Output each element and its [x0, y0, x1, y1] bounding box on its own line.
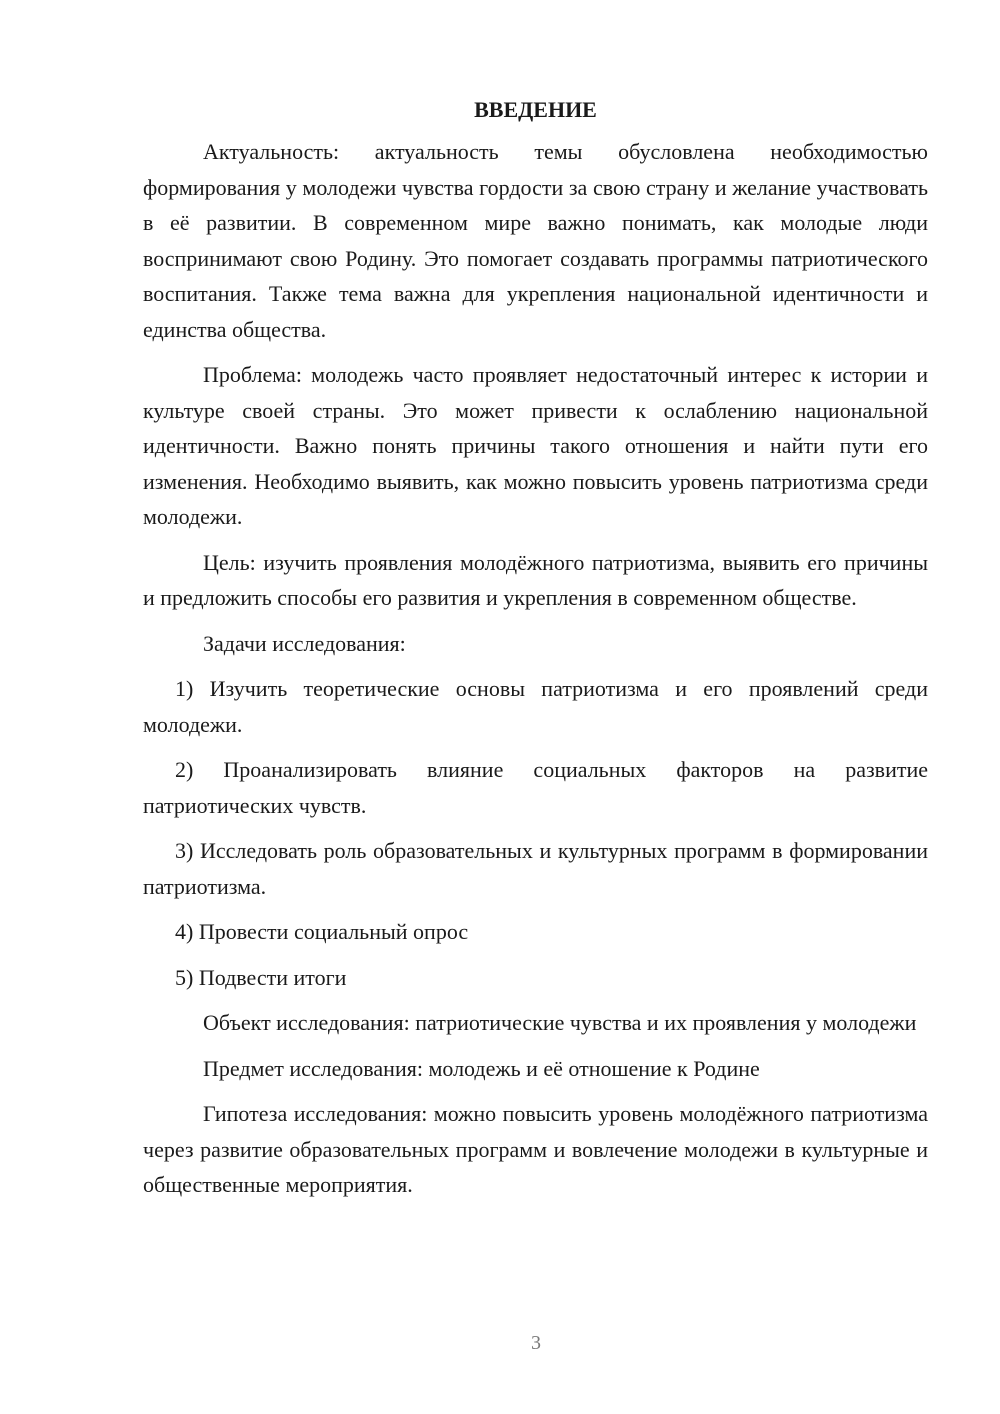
task-item-1: 1) Изучить теоретические основы патриотизма и его проявлений среди молодежи. — [143, 676, 928, 737]
document-body — [143, 92, 928, 1213]
task-item-5: 5) Подвести итоги — [175, 964, 347, 990]
tasks-heading: Задачи исследования: — [203, 630, 406, 656]
task-item-4: 4) Провести социальный опрос — [175, 919, 469, 944]
task-item-2: 2) Проанализировать влияние социальных факторов на развитие патриотических чувств. — [143, 757, 928, 818]
object-paragraph: Объект исследования: патриотические чувства и их проявления у молодежи — [203, 1010, 917, 1035]
relevance-paragraph: Актуальность: актуальность темы обусловлена необходимостью формирования у молодежи чувства гордости за свою страну и желание участвовать в её развитии. В современном мире важно понимать, как молодые люди воспринимают свою Родину. Это помогает создавать программы патриотического воспитания. Также тема важна для укрепления национальной идентичности и единства общества. — [143, 139, 928, 342]
problem-paragraph: Проблема: молодежь часто проявляет недостаточный интерес к истории и культуре своей страны. Это может привести к ослаблению национальной идентичности. Важно понять причины такого отношения и найти пути его изменения. Необходимо выявить, как можно повысить уровень патриотизма среди молодежи. — [143, 362, 928, 529]
task-item-3: 3) Исследовать роль образовательных и культурных программ в формировании патриотизма. — [143, 838, 928, 899]
page-number: 3 — [531, 1332, 541, 1354]
page-title: ВВЕДЕНИЕ — [474, 97, 597, 122]
hypothesis-paragraph: Гипотеза исследования: можно повысить уровень молодёжного патриотизма через развитие образовательных программ и вовлечение молодежи в культурные и общественные мероприятия. — [143, 1101, 928, 1197]
goal-paragraph: Цель: изучить проявления молодёжного патриотизма, выявить его причины и предложить способы его развития и укрепления в современном обществе. — [143, 549, 928, 610]
subject-paragraph: Предмет исследования: молодежь и её отношение к Родине — [203, 1055, 760, 1081]
